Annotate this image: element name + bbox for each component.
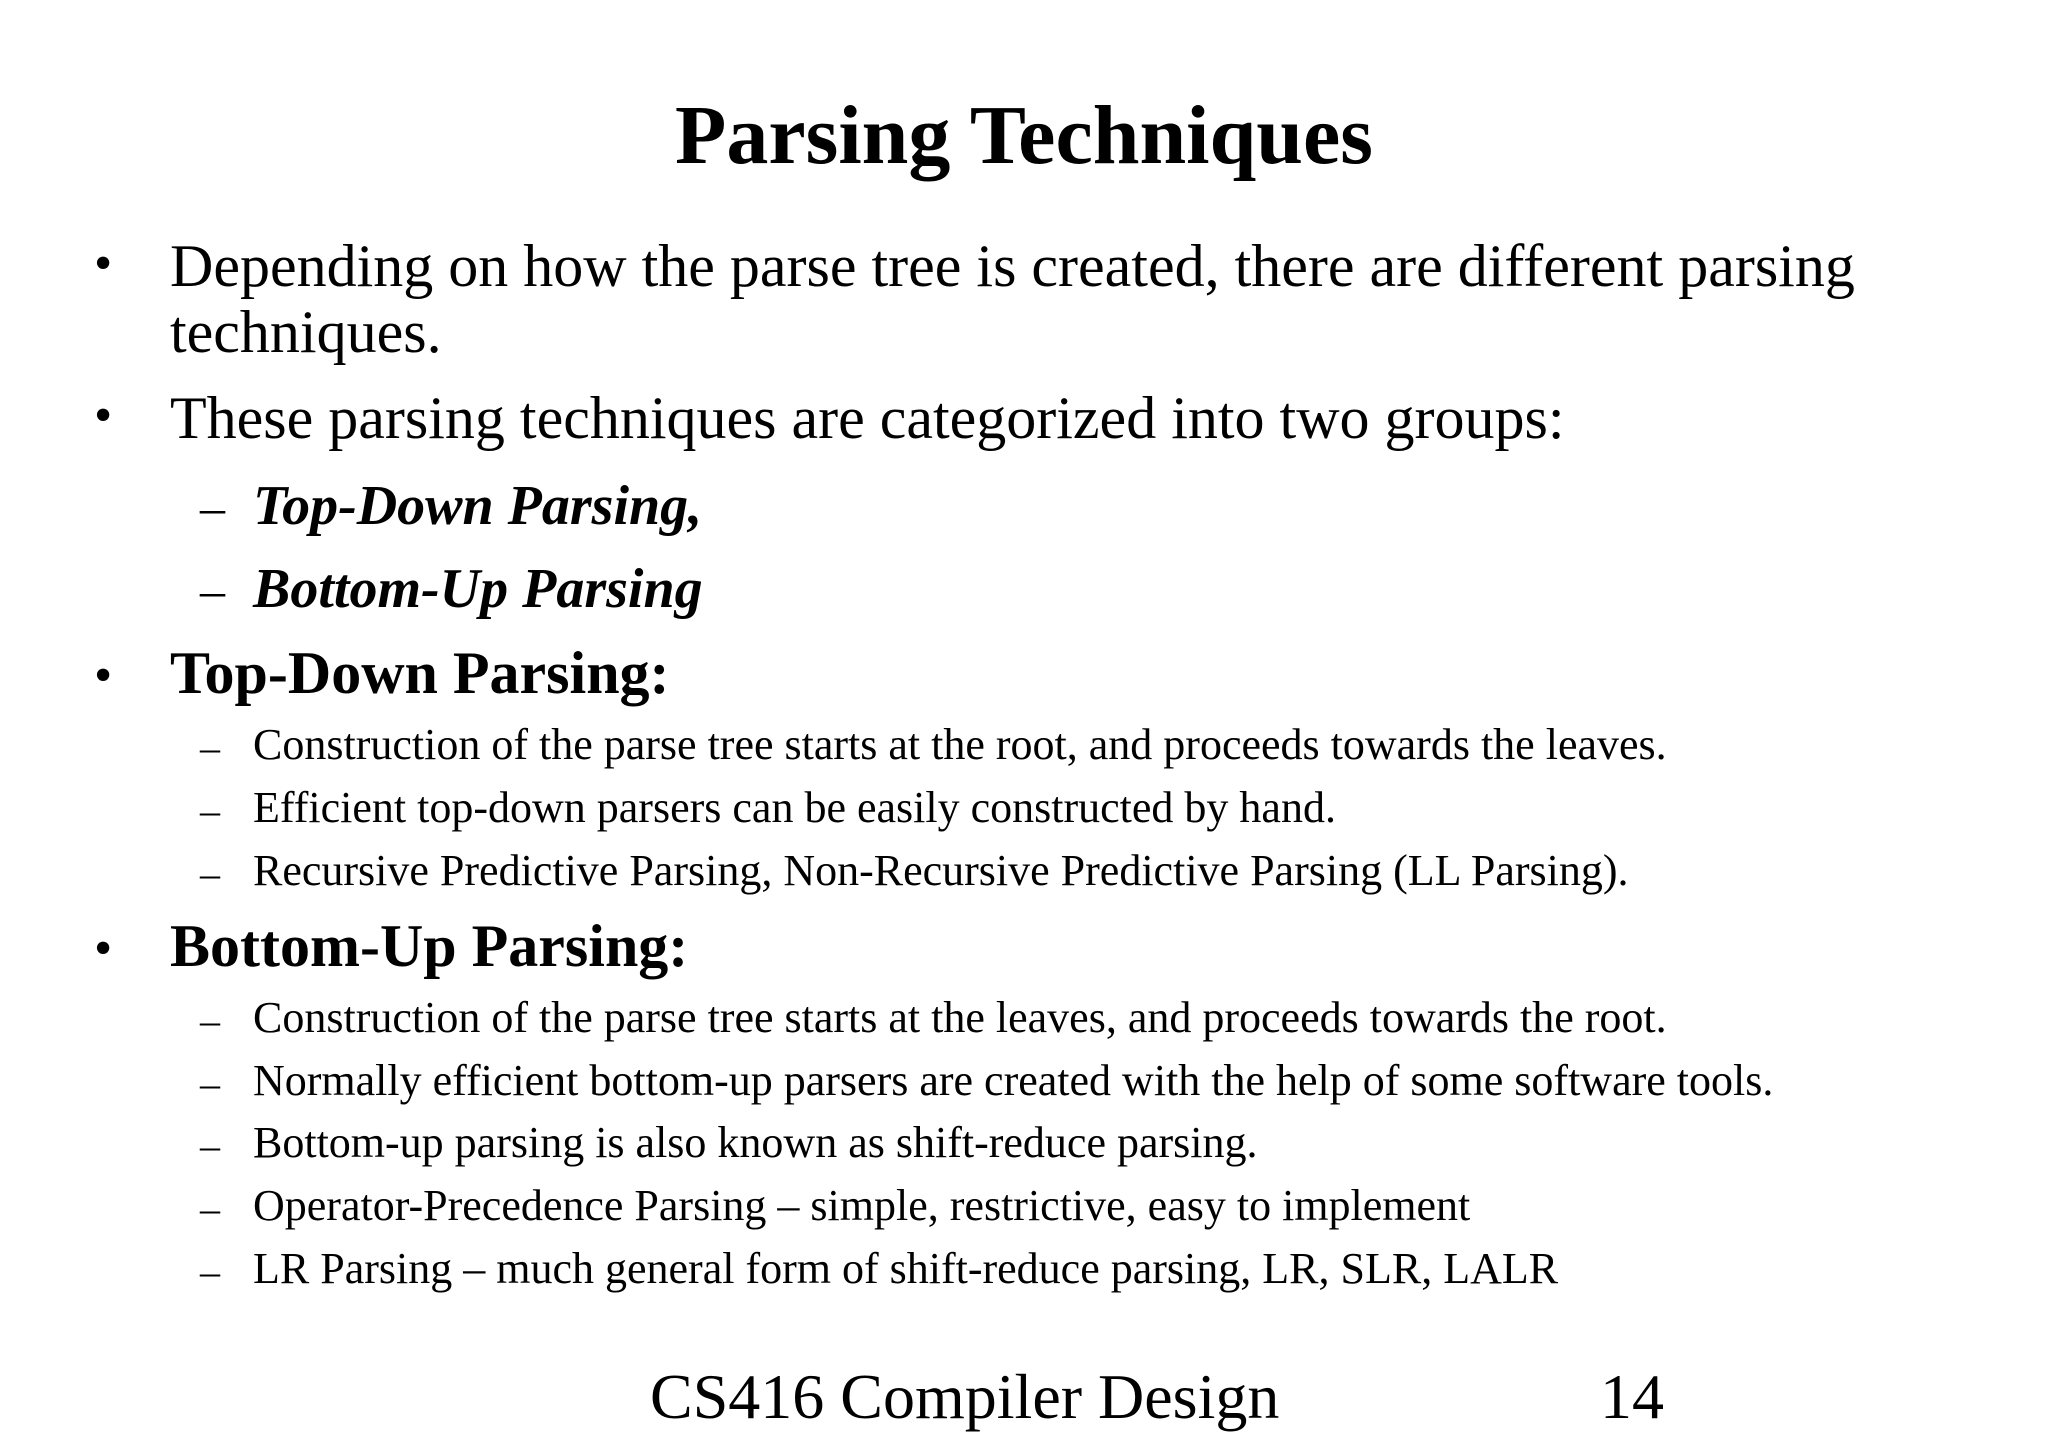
top-down-point-2: Efficient top-down parsers can be easily constructed by hand. — [253, 783, 1336, 832]
top-down-point-3: Recursive Predictive Parsing, Non-Recursive Predictive Parsing (LL Parsing). — [253, 846, 1629, 895]
footer-page-number: 14 — [1600, 1361, 1664, 1432]
bullet-1-text: Depending on how the parse tree is created, there are different parsing techniques. — [170, 233, 1855, 365]
bottom-up-heading: Bottom-Up Parsing: — [170, 913, 689, 979]
bullet-marker: • — [94, 647, 113, 704]
bottom-up-point-5: LR Parsing – much general form of shift-reduce parsing, LR, SLR, LALR — [253, 1244, 1559, 1293]
bullet-marker: • — [94, 387, 113, 444]
footer-course-name: CS416 Compiler Design — [650, 1361, 1280, 1432]
dash-marker: – — [200, 788, 220, 833]
bottom-up-point-3: Bottom-up parsing is also known as shift-reduce parsing. — [253, 1118, 1258, 1167]
dash-marker: – — [200, 725, 220, 770]
dash-marker: – — [200, 562, 225, 618]
dash-marker: – — [200, 1061, 220, 1106]
subitem-bottom-up: Bottom-Up Parsing — [253, 558, 703, 620]
bottom-up-point-4: Operator-Precedence Parsing – simple, restrictive, easy to implement — [253, 1181, 1471, 1230]
bullet-marker: • — [94, 235, 113, 292]
bottom-up-point-1: Construction of the parse tree starts at the leaves, and proceeds towards the root. — [253, 993, 1667, 1042]
subitem-top-down: Top-Down Parsing, — [253, 475, 703, 537]
dash-marker: – — [200, 998, 220, 1043]
top-down-heading: Top-Down Parsing: — [170, 640, 670, 706]
dash-marker: – — [200, 1123, 220, 1168]
bottom-up-point-2: Normally efficient bottom-up parsers are created with the help of some software tools. — [253, 1056, 1774, 1105]
top-down-point-1: Construction of the parse tree starts at the root, and proceeds towards the leaves. — [253, 720, 1667, 769]
bullet-marker: • — [94, 920, 113, 977]
dash-marker: – — [200, 1186, 220, 1231]
slide-title: Parsing Techniques — [675, 89, 1373, 182]
dash-marker: – — [200, 1249, 220, 1294]
dash-marker: – — [200, 479, 225, 535]
bullet-2-text: These parsing techniques are categorized into two groups: — [170, 385, 1565, 451]
dash-marker: – — [200, 851, 220, 896]
